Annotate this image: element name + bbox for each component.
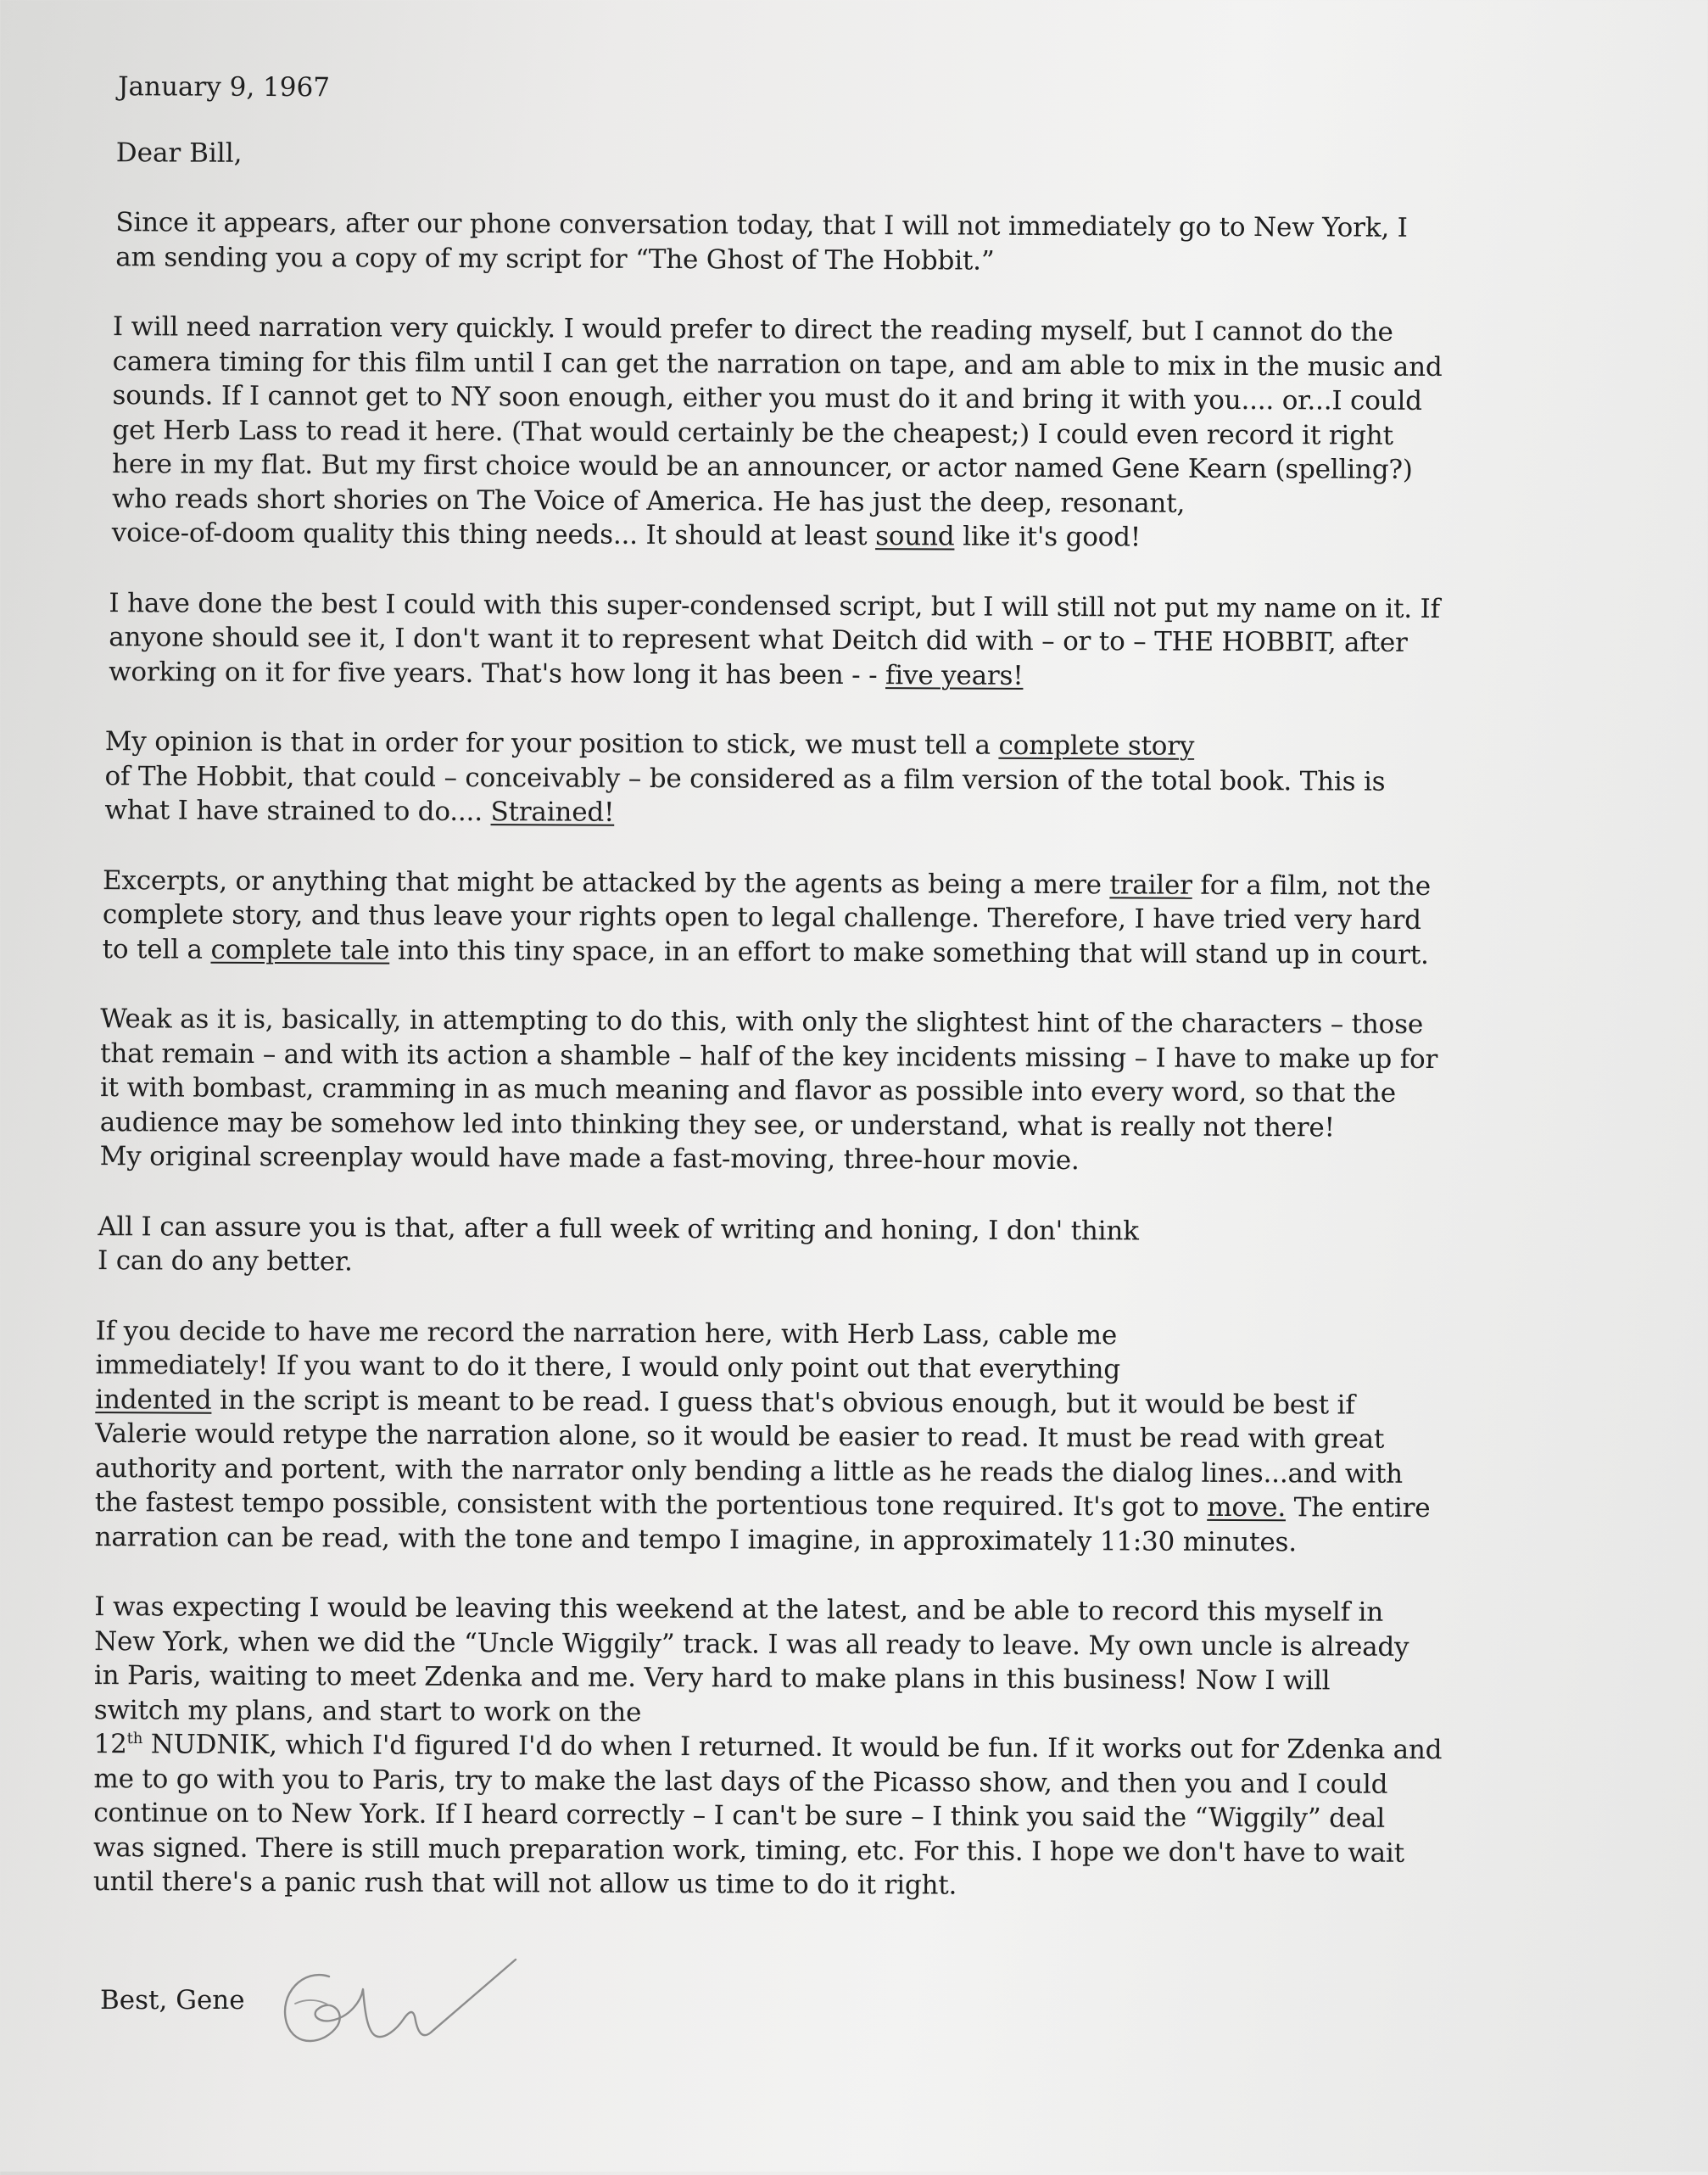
- text-line: New York, when we did the “Uncle Wiggily” track. I was all ready to leave. My own uncle is already: [94, 1625, 1409, 1663]
- underlined-word: indented: [95, 1384, 212, 1416]
- text-line: [103, 932, 1607, 973]
- salutation: Dear Bill,: [115, 137, 243, 169]
- underlined-word: trailer: [1109, 869, 1192, 901]
- text-line: it with bombast, cramming in as much meaning and flavor as possible into every word, so that the: [99, 1072, 1396, 1109]
- text-line: in Paris, waiting to meet Zdenka and me. Very hard to make plans in this business! Now I will: [93, 1660, 1331, 1697]
- signature: [270, 1951, 541, 2070]
- text-line: [105, 724, 1608, 765]
- paragraph-1: [115, 205, 1610, 281]
- text-line: My original screenplay would have made a fast-moving, three-hour movie.: [99, 1141, 1080, 1177]
- text-run: to tell a: [102, 933, 211, 965]
- text-line: sounds. If I cannot get to NY soon enough, either you must do it and bring it with you.... or...I could: [112, 380, 1422, 417]
- paragraph-8: [95, 1314, 1605, 1561]
- text-run: Excerpts, or anything that might be attacked by the agents as being a mere: [102, 864, 1110, 900]
- text-line: [94, 1727, 1604, 1768]
- text-line: get Herb Lass to read it here. (That would certainly be the cheapest;) I could even record it right: [112, 414, 1393, 451]
- text-line: who reads short shories on The Voice of America. He has just the deep, resonant,: [111, 483, 1186, 519]
- underlined-word: complete tale: [210, 934, 390, 966]
- text-run: for a film, not the: [1192, 869, 1432, 902]
- text-line: If you decide to have me record the narration here, with Herb Lass, cable me: [95, 1315, 1118, 1350]
- text-run: voice-of-doom quality this thing needs... It should at least: [111, 517, 876, 552]
- ordinal-suffix: th: [126, 1729, 143, 1748]
- text-line: was signed. There is still much preparation work, timing, etc. For this. I hope we don't have to wait: [92, 1831, 1404, 1869]
- paragraph-4: [104, 724, 1608, 834]
- text-line: I will need narration very quickly. I would prefer to direct the reading myself, but I cannot do the: [112, 311, 1393, 348]
- text-line: audience may be somehow led into thinking they see, or understand, what is really not there!: [99, 1106, 1335, 1143]
- text-line: All I can assure you is that, after a full week of writing and honing, I don' think: [98, 1211, 1139, 1246]
- text-line: am sending you a copy of my script for “The Ghost of The Hobbit.”: [115, 241, 995, 277]
- letter-date: January 9, 1967: [118, 71, 331, 103]
- underlined-word: Strained!: [490, 797, 615, 828]
- text-run: working on it for five years. That's how long it has been - -: [109, 656, 886, 691]
- text-run: in the script is meant to be read. I guess that's obvious enough, but it would be best if: [211, 1384, 1355, 1421]
- underlined-word: complete story: [998, 730, 1195, 762]
- paragraph-3: [109, 586, 1609, 696]
- text-line: [95, 1485, 1605, 1526]
- text-run: what I have strained to do....: [104, 795, 491, 828]
- paragraph-6: [100, 1002, 1607, 1180]
- text-run: The entire: [1285, 1492, 1431, 1524]
- text-line: complete story, and thus leave your rights open to legal challenge. Therefore, I have tried very hard: [102, 899, 1421, 936]
- text-line: [112, 516, 1609, 556]
- text-run: the fastest tempo possible, consistent with the portentious tone required. It's got to: [94, 1487, 1208, 1523]
- text-line: narration can be read, with the tone and tempo I imagine, in approximately 11:30 minutes.: [94, 1521, 1298, 1557]
- underlined-word: five years!: [885, 659, 1024, 691]
- text-line: Since it appears, after our phone conversation today, that I will not immediately go to New York, I: [115, 207, 1408, 243]
- text-line: of The Hobbit, that could – conceivably – be considered as a film version of the total book. This is: [104, 760, 1386, 797]
- text-line: immediately! If you want to do it there, I would only point out that everything: [95, 1350, 1121, 1385]
- text-line: I can do any better.: [98, 1245, 353, 1278]
- closing: Best, Gene: [100, 1985, 245, 2016]
- text-run: like it's good!: [954, 521, 1141, 553]
- text-line: authority and portent, with the narrator only bending a little as he reads the dialog lines...and with: [94, 1452, 1404, 1490]
- text-line: [109, 655, 1608, 696]
- text-line: here in my flat. But my first choice would be an announcer, or actor named Gene Kearn (spelling?): [112, 449, 1413, 485]
- text-run: 12: [93, 1729, 127, 1760]
- text-line: Weak as it is, basically, in attempting to do this, with only the slightest hint of the characters – those: [100, 1004, 1424, 1040]
- paragraph-9: [93, 1590, 1605, 1905]
- text-line: until there's a panic rush that will not allow us time to do it right.: [92, 1866, 957, 1901]
- text-line: Valerie would retype the narration alone, so it would be easier to read. It must be read with great: [95, 1418, 1385, 1455]
- underlined-word: sound: [875, 521, 955, 552]
- text-line: continue on to New York. If I heard correctly – I can't be sure – I think you said the “Wiggily” deal: [93, 1798, 1386, 1834]
- text-run: NUDNIK, which I'd figured I'd do when I returned. It would be fun. If it works out for Zdenka and: [142, 1729, 1443, 1766]
- text-line: camera timing for this film until I can get the narration on tape, and am able to mix in the music and: [112, 345, 1443, 383]
- paragraph-7: [98, 1210, 1605, 1285]
- text-run: into this tiny space, in an effort to make something that will stand up in court.: [389, 935, 1429, 970]
- text-line: that remain – and with its action a shamble – half of the key incidents missing – I have to make up for: [100, 1037, 1438, 1075]
- text-line: switch my plans, and start to work on the: [93, 1694, 642, 1728]
- text-line: [104, 793, 1607, 834]
- text-line: me to go with you to Paris, try to make the last days of the Picasso show, and then you and I could: [93, 1763, 1388, 1800]
- text-line: anyone should see it, I don't want it to represent what Deitch did with – or to – THE HOBBIT, after: [109, 622, 1408, 658]
- text-line: I was expecting I would be leaving this weekend at the latest, and be able to record this myself in: [94, 1591, 1384, 1628]
- text-run: My opinion is that in order for your position to stick, we must tell a: [104, 726, 999, 761]
- paragraph-2: [112, 310, 1610, 556]
- underlined-word: move.: [1207, 1491, 1287, 1524]
- paragraph-5: [103, 864, 1608, 973]
- text-line: I have done the best I could with this super-condensed script, but I will still not put my name on it. If: [109, 587, 1440, 624]
